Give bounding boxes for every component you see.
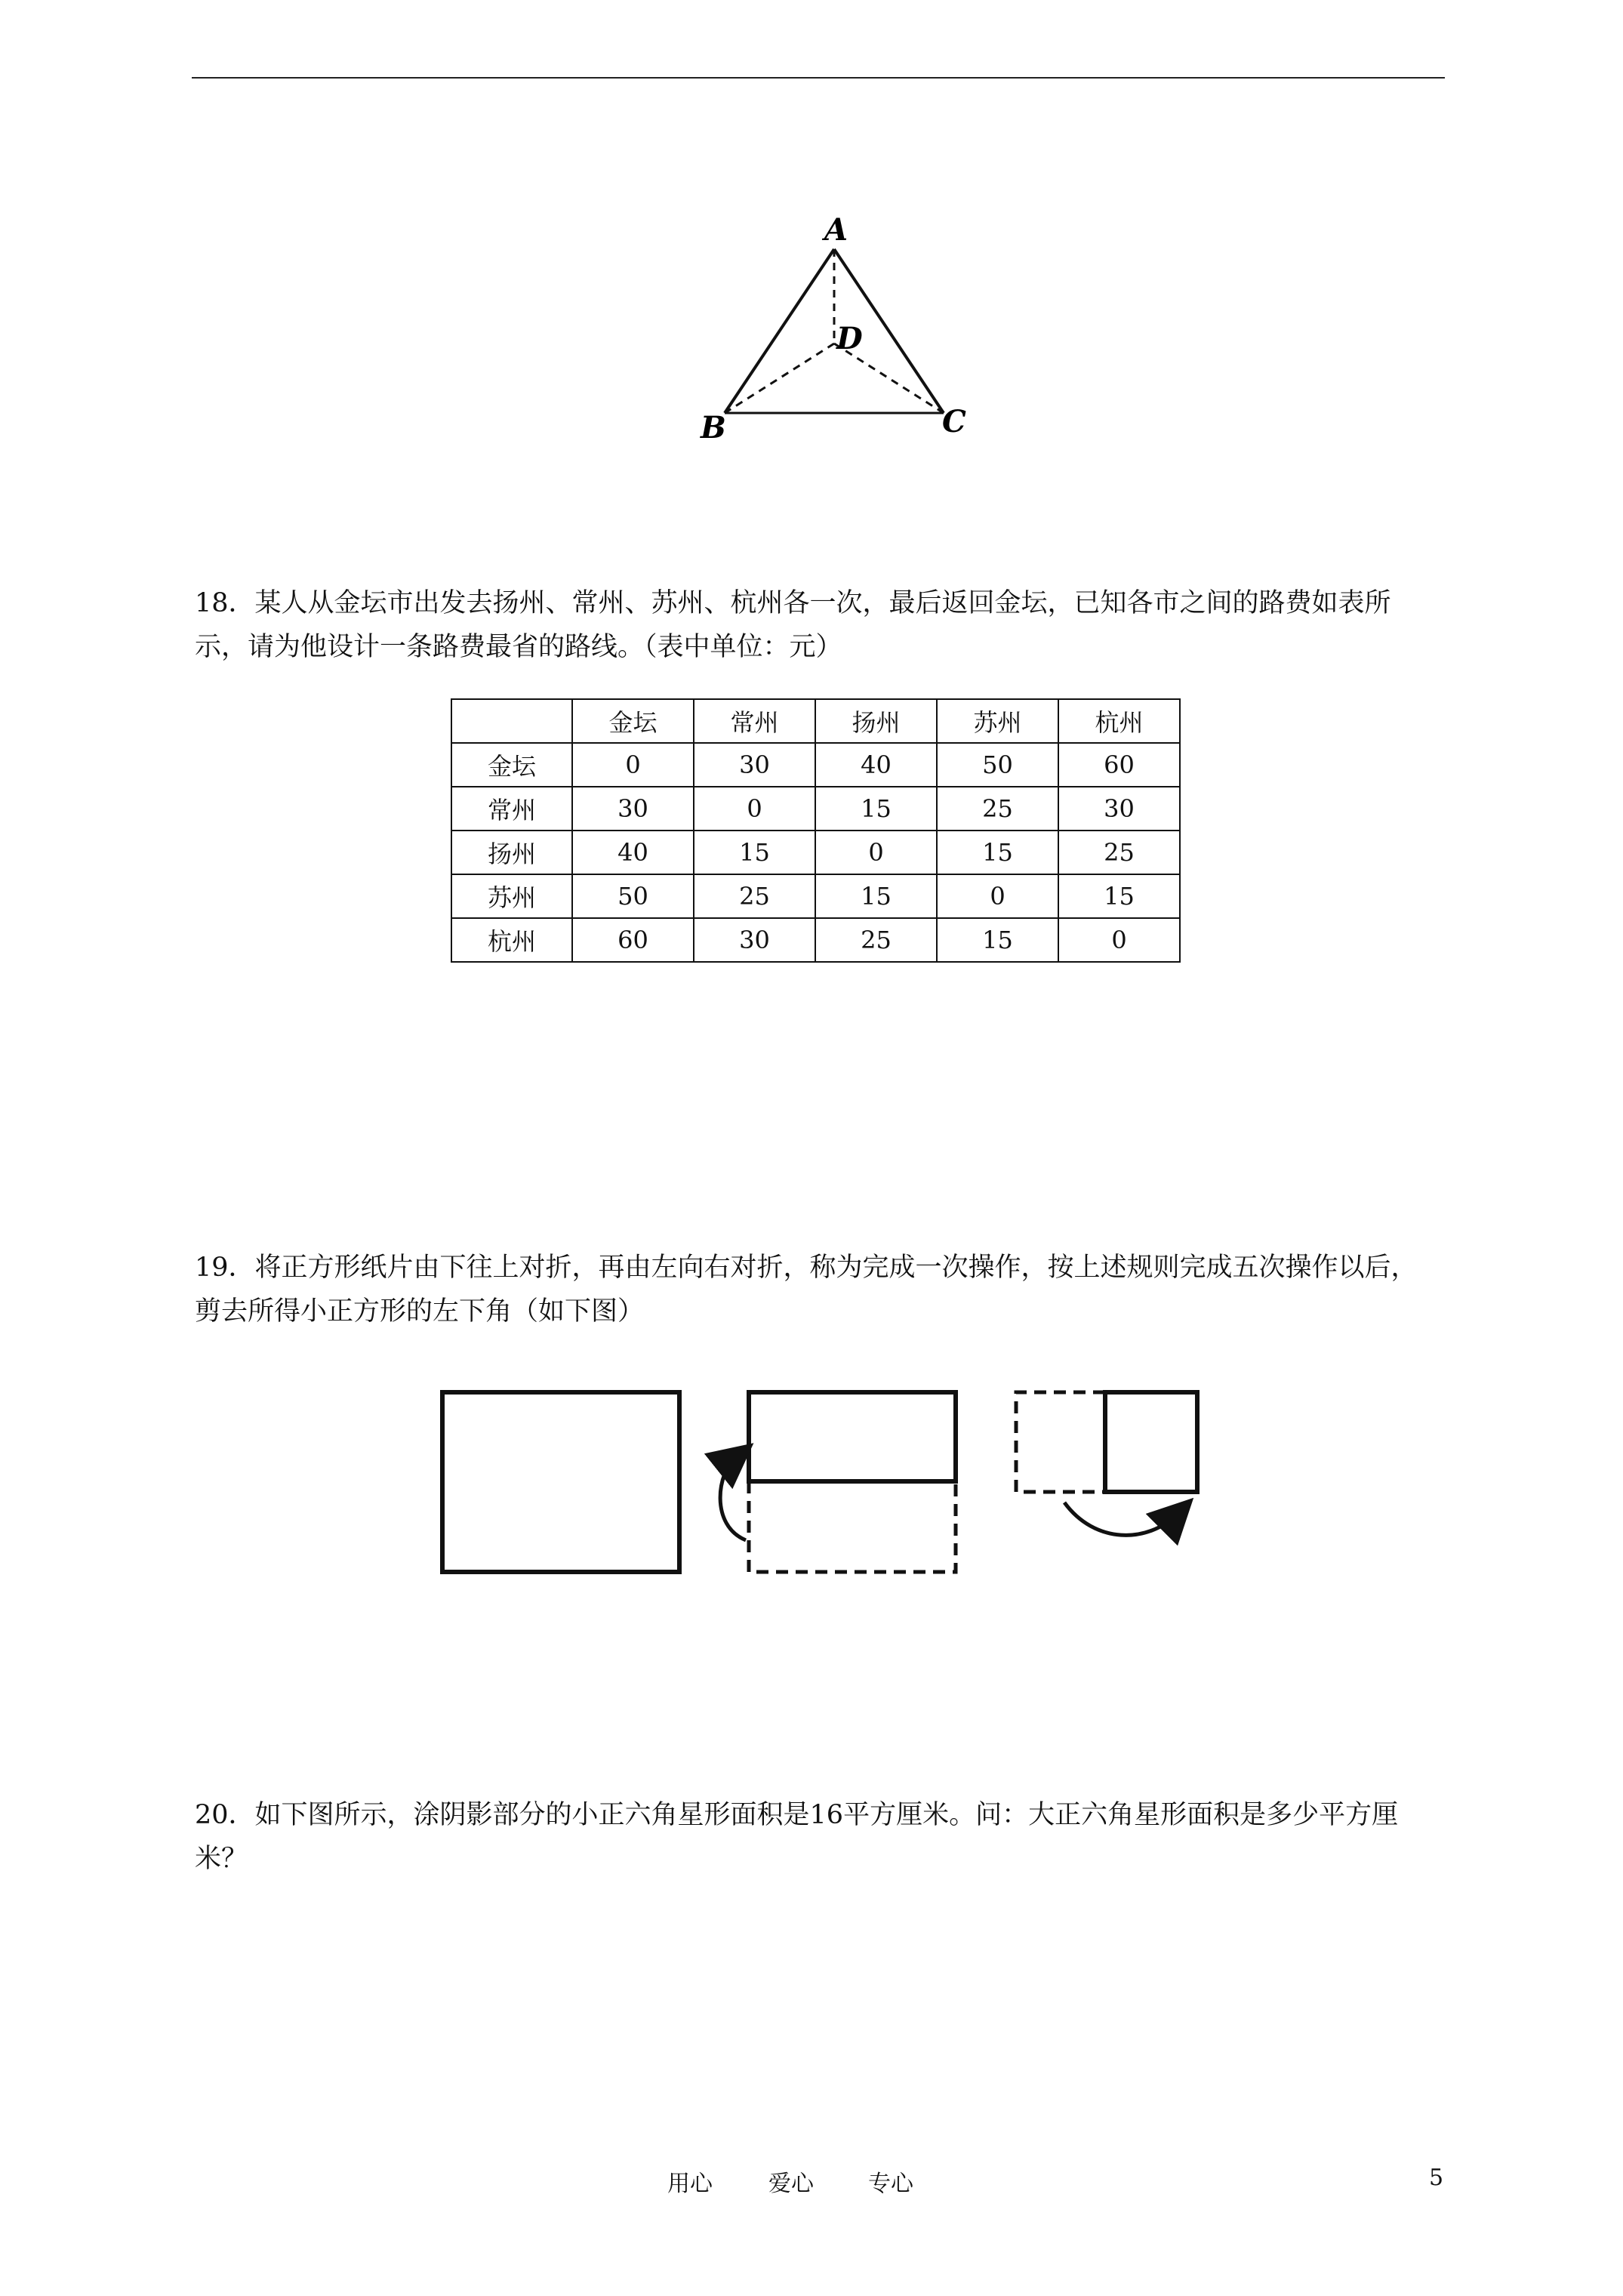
table-cell: 0 [694,787,815,831]
table-cell: 25 [815,918,937,962]
table-cell: 60 [1058,743,1180,787]
table-cell: 15 [694,831,815,874]
table-cell: 15 [937,918,1058,962]
label-a: A [824,212,848,248]
table-cell: 0 [572,743,694,787]
table-cell: 15 [815,874,937,918]
page-number: 5 [1429,2165,1444,2191]
table-header-cell: 扬州 [815,699,937,743]
table-cell: 30 [694,743,815,787]
table-cell: 15 [1058,874,1180,918]
table-cell: 0 [815,831,937,874]
row-city: 杭州 [451,918,572,962]
folded-top-half [749,1392,956,1481]
table-row [451,743,1180,787]
table-cell: 50 [572,874,694,918]
table-cell: 50 [937,743,1058,787]
table-cell: 30 [1058,787,1180,831]
row-city: 苏州 [451,874,572,918]
table-header-cell: 杭州 [1058,699,1180,743]
label-c: C [942,404,966,439]
dashed-left-half [1016,1392,1105,1492]
table-row [451,831,1180,874]
table-cell: 25 [694,874,815,918]
row-city: 常州 [451,787,572,831]
footer-item: 爱心 [768,2171,814,2197]
table-row [451,787,1180,831]
table-cell: 15 [937,831,1058,874]
table-header-row [451,699,1180,743]
table-row [451,918,1180,962]
dashed-bottom-half [749,1481,956,1572]
question-19: 19．将正方形纸片由下往上对折，再由左向右对折，称为完成一次操作，按上述规则完成五次操作以后，剪去所得小正方形的左下角（如下图） [195,1253,1418,1327]
footer-item: 专心 [868,2171,913,2197]
label-d: D [836,321,863,356]
triangle-figure [679,204,996,453]
full-square [442,1392,679,1572]
folding-figure [430,1382,1230,1586]
fee-table [451,698,1181,963]
table-header-cell: 常州 [694,699,815,743]
table-row [451,874,1180,918]
table-cell: 0 [937,874,1058,918]
table-header-cell: 金坛 [572,699,694,743]
table-cell: 15 [815,787,937,831]
question-20: 20．如下图所示，涂阴影部分的小正六角星形面积是16平方厘米。问：大正六角星形面积是多少平方厘米？ [195,1800,1399,1874]
table-cell: 30 [694,918,815,962]
table-cell: 25 [1058,831,1180,874]
table-header-cell [451,699,572,743]
fold-right-arrow [1064,1502,1178,1535]
folded-quarter [1105,1392,1197,1492]
table-cell: 30 [572,787,694,831]
table-cell: 40 [815,743,937,787]
table-cell: 60 [572,918,694,962]
row-city: 扬州 [451,831,572,874]
header-rule [192,77,1445,79]
fold-up-arrow [720,1457,746,1540]
table-cell: 0 [1058,918,1180,962]
row-city: 金坛 [451,743,572,787]
table-cell: 25 [937,787,1058,831]
table-header-cell: 苏州 [937,699,1058,743]
label-b: B [701,410,726,445]
table-cell: 40 [572,831,694,874]
footer-item: 用心 [667,2171,713,2197]
question-18: 18．某人从金坛市出发去扬州、常州、苏州、杭州各一次，最后返回金坛，已知各市之间的路费如表所示，请为他设计一条路费最省的路线。（表中单位：元） [195,588,1391,662]
